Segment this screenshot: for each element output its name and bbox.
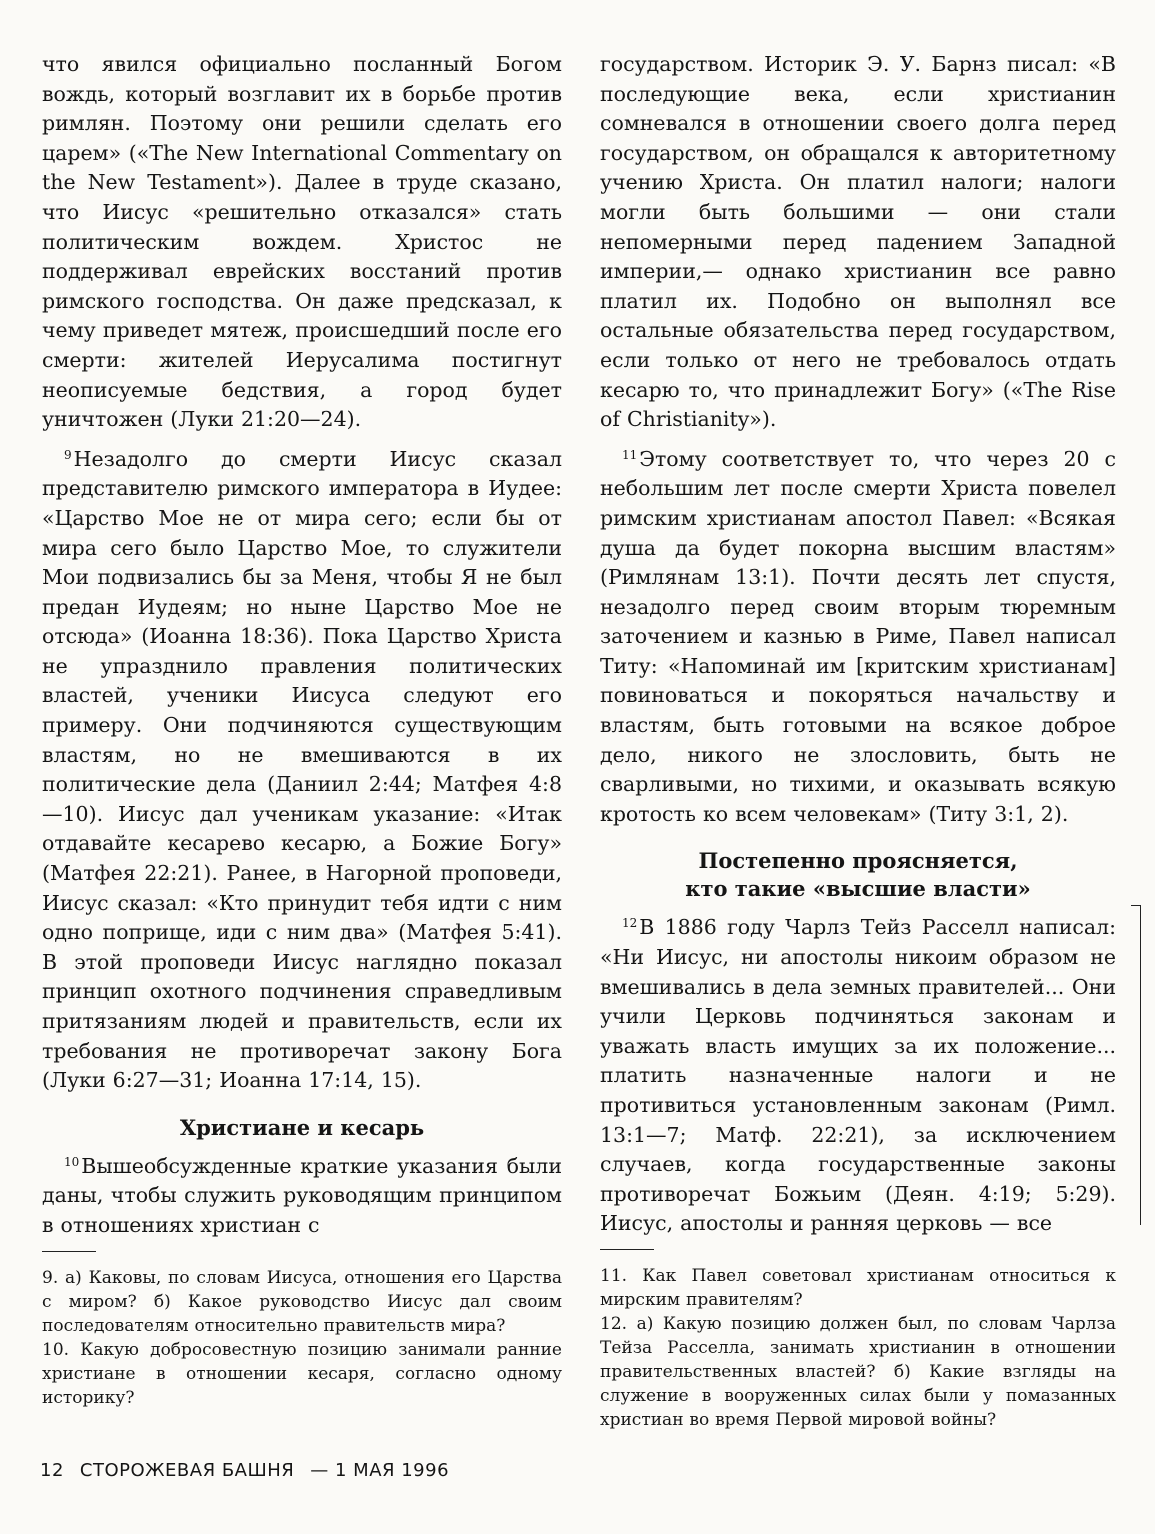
paragraph-number: 9 [64,447,72,462]
left-column [42,50,562,1410]
paragraph-text: В 1886 году Чарлз Тейз Расселл написал: «Ни Иисус, ни апостолы никоим образом не вмешивались в дела земных правителей... Они учили Церковь подчиняться законам и уважать власть имущих за их положение... платить назначенные налоги и не противиться установленным законам (Римл. 13:1—7; Матф. 22:21), за исключением случаев, когда государственные законы противоречат Божьим (Деян. 4:19; 5:29). Иисус, апостолы и ранняя церковь — все [600,915,1116,1236]
question-10: 10. Какую добросовестную позицию занимали ранние христиане в отношении кесаря, согласно одному историку? [42,1339,562,1408]
paragraph-continued: государством. Историк Э. У. Барнз писал: «В последующие века, если христианин сомневался в отношении своего долга перед государством, он обращался к авторитетному учению Христа. Он платил налоги; налоги могли быть большими — они стали непомерными перед падением Западной империи,— однако христианин все равно платил их. Подобно он выполнял все остальные обязательства перед государством, если только от него не требовалось отдать кесарю то, что принадлежит Богу» («The Rise of Christianity»). [600,52,1116,432]
page-footer [40,1460,465,1481]
question-9: 9. а) Каковы, по словам Иисуса, отношения его Царства с миром? б) Какое руководство Иисус дал своим последователям относительно правительств мира? [42,1267,562,1336]
paragraph-number: 12 [622,916,638,931]
question-12: 12. а) Какую позицию должен был, по словам Чарлза Тейза Расселла, занимать христианин в отношении правительственных властей? б) Какие взгляды на служение в вооруженных силах были у помазанных христиан во время Первой мировой войны? [600,1313,1116,1430]
paragraph-11 [600,441,1116,830]
issue-date: — 1 МАЯ 1996 [310,1460,450,1481]
margin-bracket [1131,905,1141,1225]
paragraph-12 [600,909,1116,1239]
heading-line-1: Постепенно проясняется, [698,848,1018,874]
questions-divider [600,1249,654,1250]
paragraph-continued: что явился официально посланный Богом вождь, который возглавит их в борьбе против римлян. Поэтому они решили сделать его царем» («The New International Commentary on the New Testament»). Далее в труде сказано, что Иисус «решительно отказался» стать политическим вождем. Христос не поддерживал еврейских восстаний против римского господства. Он даже предсказал, к чему приведет мятеж, происшедший после его смерти: жителей Иерусалима постигнут неописуемые бедствия, а город будет уничтожен (Луки 21:20—24). [42,52,562,432]
study-questions [600,1264,1116,1432]
paragraph-10 [42,1148,562,1241]
section-heading [600,847,1116,903]
questions-divider [42,1251,96,1252]
paragraph-text: Этому соответствует то, что через 20 с небольшим лет после смерти Христа повелел римским христианам апостол Павел: «Всякая душа да будет покорна высшим властям» (Римлянам 13:1). Почти десять лет спустя, незадолго перед своим вторым тюремным заточением и казнью в Риме, Павел написал Титу: «Напоминай им [критским христианам] повиноваться и покоряться начальству и властям, быть готовыми на всякое доброе дело, никого не злословить, быть не сварливыми, но тихими, и оказывать всякую кротость ко всем человекам» (Титу 3:1, 2). [600,446,1116,826]
section-heading: Христиане и кесарь [179,1114,425,1140]
question-11: 11. Как Павел советовал христианам относиться к мирским правителям? [600,1265,1116,1310]
heading-line-2: кто такие «высшие власти» [685,876,1031,902]
paragraph-number: 11 [622,447,638,462]
paragraph-number: 10 [64,1154,80,1169]
paragraph-text: Вышеобсужденные краткие указания были даны, чтобы служить руководящим принципом в отношениях христиан с [42,1153,562,1237]
paragraph-text: Незадолго до смерти Иисус сказал представителю римского императора в Иудее: «Царство Мое не от мира сего; если бы от мира сего было Царство Мое, то служители Мои подвизались бы за Меня, чтобы Я не был предан Иудеям; но ныне Царство Мое не отсюда» (Иоанна 18:36). Пока Царство Христа не упразднило правления политических властей, ученики Иисуса следуют его примеру. Они подчиняются существующим властям, но не вмешиваются в их политические дела (Даниил 2:44; Матфея 4:8—10). Иисус дал ученикам указание: «Итак отдавайте кесарево кесарю, а Божие Богу» (Матфея 22:21). Ранее, в Нагорной проповеди, Иисус сказал: «Кто принудит тебя идти с ним одно поприще, иди с ним два» (Матфея 5:41). В этой проповеди Иисус наглядно показал принцип охотного подчинения справедливым притязаниям людей и правительств, если их требования не противоречат закону Бога (Луки 6:27—31; Иоанна 17:14, 15). [42,446,562,1093]
publication-title: СТОРОЖЕВАЯ БАШНЯ [79,1460,295,1481]
right-column [600,50,1116,1432]
study-questions [42,1266,562,1410]
paragraph-9 [42,441,562,1096]
page-number: 12 [40,1460,64,1481]
